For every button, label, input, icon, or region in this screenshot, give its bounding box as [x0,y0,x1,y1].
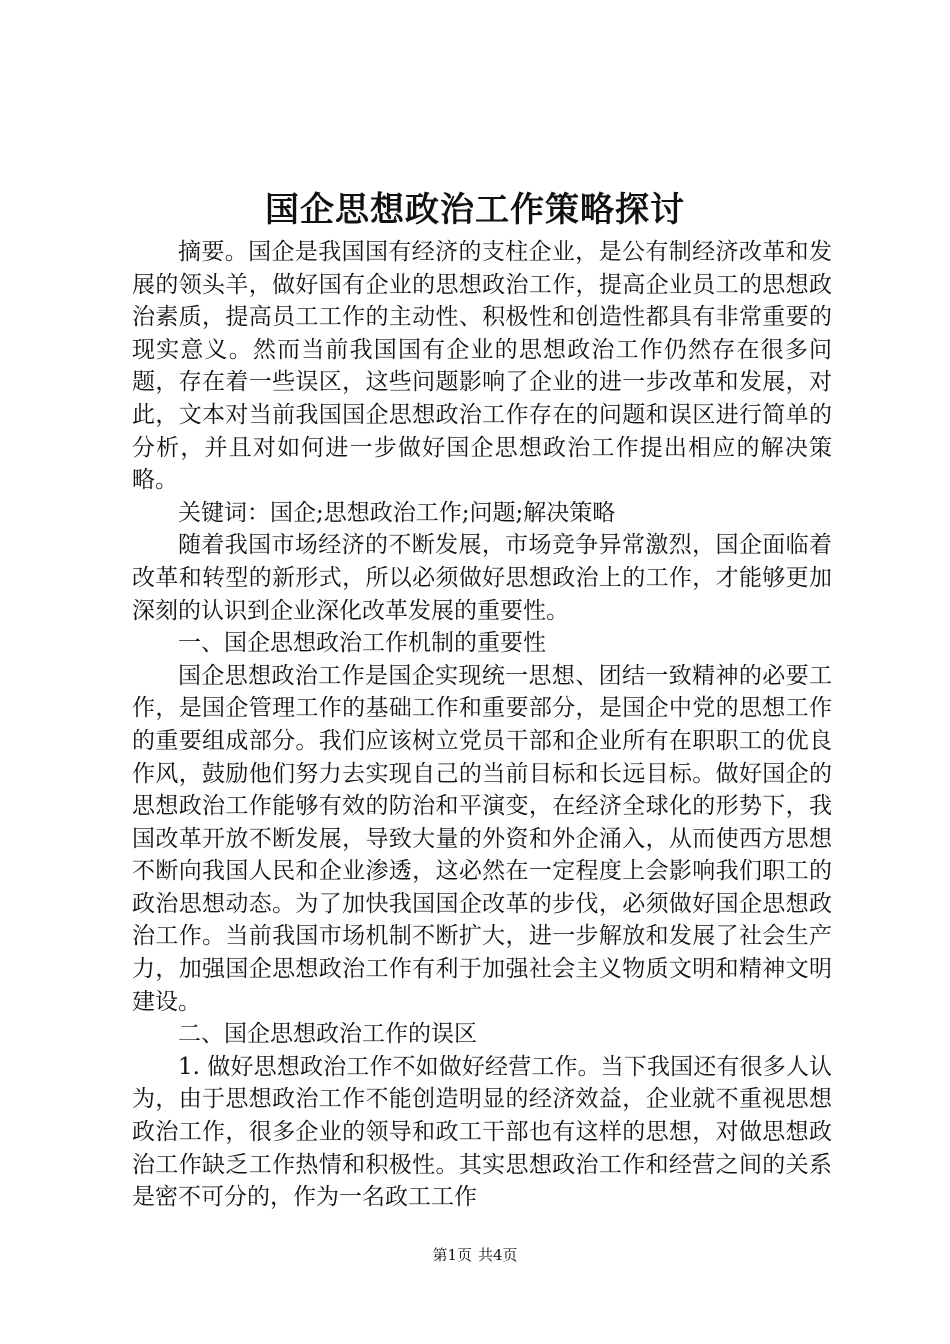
keywords-paragraph: 关键词：国企;思想政治工作;问题;解决策略 [178,499,616,526]
document-body [132,236,832,1214]
page-footer [0,1245,950,1265]
page-total: 共4页 [478,1246,518,1264]
section-2-paragraph: 1. 做好思想政治工作不如做好经营工作。当下我国还有很多人认为，由于思想政治工作不能创造明显的经济效益，企业就不重视思想政治工作，很多企业的领导和政工干部也有这样的思想，对做思想政治工作缺乏工作热情和积极性。其实思想政治工作和经营之间的关系是密不可分的，作为一名政工工作 [132,1053,832,1211]
section-heading-2: 二、国企思想政治工作的误区 [178,1021,477,1048]
section-heading-1: 一、国企思想政治工作机制的重要性 [178,630,546,657]
document-title: 国企思想政治工作策略探讨 [265,190,685,230]
page-number: 第1页 [432,1246,472,1264]
section-1-paragraph: 国企思想政治工作是国企实现统一思想、团结一致精神的必要工作，是国企管理工作的基础工作和重要部分，是国企中党的思想工作的重要组成部分。我们应该树立党员干部和企业所有在职职工的优良作风，鼓励他们努力去实现自己的当前目标和长远目标。做好国企的思想政治工作能够有效的防治和平演变，在经济全球化的形势下，我国改革开放不断发展，导致大量的外资和外企涌入，从而使西方思想不断向我国人民和企业渗透，这必然在一定程度上会影响我们职工的政治思想动态。为了加快我国国企改革的步伐，必须做好国企思想政治工作。当前我国市场机制不断扩大，进一步解放和发展了社会生产力，加强国企思想政治工作有利于加强社会主义物质文明和精神文明建设。 [132,662,832,1015]
abstract-paragraph: 摘要。国企是我国国有经济的支柱企业，是公有制经济改革和发展的领头羊，做好国有企业的思想政治工作，提高企业员工的思想政治素质，提高员工工作的主动性、积极性和创造性都具有非常重要的现实意义。然而当前我国国有企业的思想政治工作仍然存在很多问题，存在着一些误区，这些问题影响了企业的进一步改革和发展，对此，文本对当前我国国企思想政治工作存在的问题和误区进行简单的分析，并且对如何进一步做好国企思想政治工作提出相应的解决策略。 [132,239,832,494]
intro-paragraph: 随着我国市场经济的不断发展，市场竞争异常激烈，国企面临着改革和转型的新形式，所以必须做好思想政治上的工作，才能够更加深刻的认识到企业深化改革发展的重要性。 [132,532,832,624]
